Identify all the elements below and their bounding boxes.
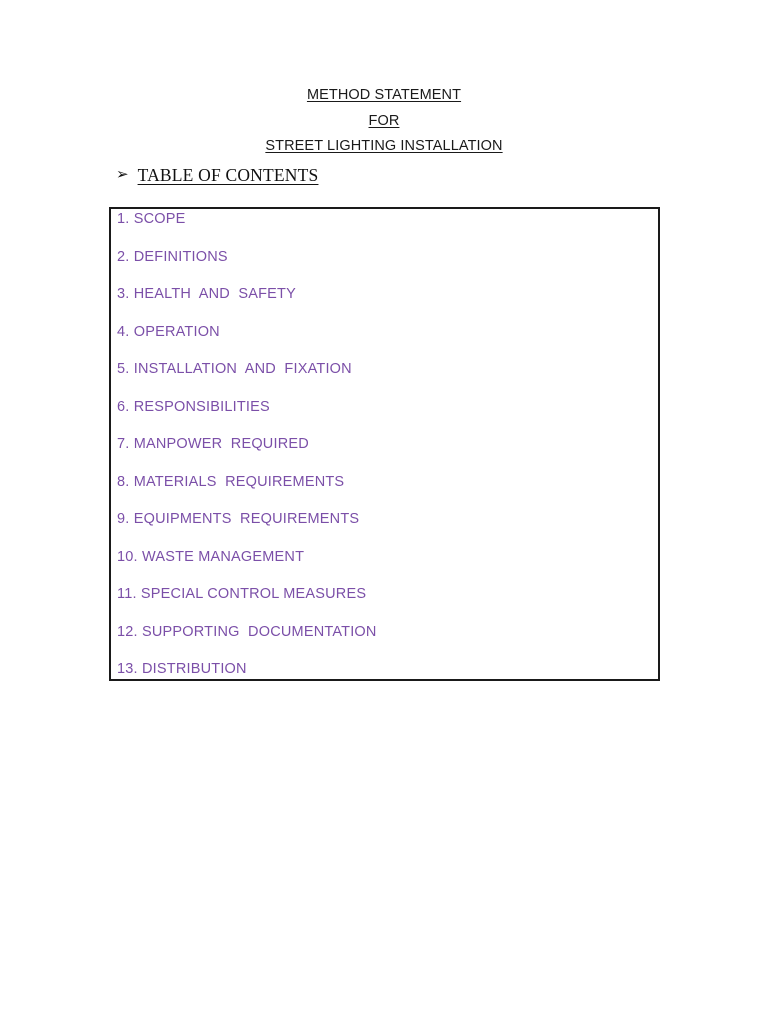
toc-item-waste-management: 10. WASTE MANAGEMENT bbox=[117, 548, 305, 565]
toc-item-definitions: 2. DEFINITIONS bbox=[117, 248, 228, 265]
arrowhead-bullet-icon: ➢ bbox=[116, 167, 129, 183]
toc-item-supporting-documentation: 12. SUPPORTING DOCUMENTATION bbox=[117, 623, 377, 640]
toc-item-equipments-requirements: 9. EQUIPMENTS REQUIREMENTS bbox=[117, 511, 360, 527]
title-line-3 bbox=[0, 138, 768, 154]
toc-item-scope: 1. SCOPE bbox=[117, 211, 186, 227]
title-line-1 bbox=[0, 87, 768, 103]
toc-item-distribution: 13. DISTRIBUTION bbox=[117, 661, 247, 677]
title-street-lighting: STREET LIGHTING INSTALLATION bbox=[265, 138, 503, 154]
toc-item-installation-and-fixation: 5. INSTALLATION AND FIXATION bbox=[117, 361, 352, 377]
toc-heading bbox=[116, 165, 318, 186]
toc-item-operation: 4. OPERATION bbox=[117, 323, 220, 340]
toc-item-manpower-required: 7. MANPOWER REQUIRED bbox=[117, 436, 309, 452]
toc-item-special-control-measures: 11. SPECIAL CONTROL MEASURES bbox=[117, 586, 367, 602]
toc-heading-label: TABLE OF CONTENTS bbox=[137, 165, 319, 185]
toc-box bbox=[109, 207, 660, 681]
toc-item-materials-requirements: 8. MATERIALS REQUIREMENTS bbox=[117, 473, 345, 490]
title-for: FOR bbox=[368, 113, 400, 129]
title-method-statement: METHOD STATEMENT bbox=[306, 87, 462, 103]
toc-item-health-and-safety: 3. HEALTH AND SAFETY bbox=[117, 286, 296, 302]
title-line-2 bbox=[0, 113, 768, 129]
toc-item-responsibilities: 6. RESPONSIBILITIES bbox=[117, 398, 270, 415]
